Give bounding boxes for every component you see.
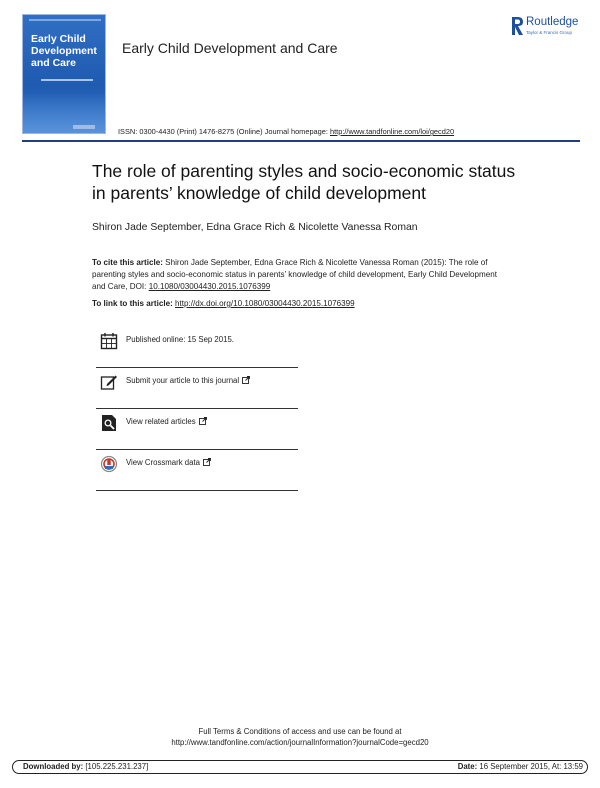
external-link-icon xyxy=(199,417,207,425)
crossmark-label xyxy=(126,458,211,467)
crossmark-text[interactable]: View Crossmark data xyxy=(126,458,200,467)
cover-title: Early Child Development and Care xyxy=(31,33,97,69)
issn-line xyxy=(118,127,454,136)
published-online-label: Published online: 15 Sep 2015. xyxy=(126,335,234,344)
terms-notice xyxy=(0,726,600,748)
related-articles-text[interactable]: View related articles xyxy=(126,417,196,426)
external-link-icon xyxy=(242,376,250,384)
submit-article-text[interactable]: Submit your article to this journal xyxy=(126,376,240,385)
download-date xyxy=(458,762,583,771)
edit-icon xyxy=(100,373,118,391)
publisher-name: Routledge xyxy=(526,16,579,28)
calendar-icon xyxy=(100,332,118,350)
issn-text: ISSN: 0300-4430 (Print) 1476-8275 (Online) Journal homepage: xyxy=(118,127,330,136)
terms-url-link[interactable]: http://www.tandfonline.com/action/journalInformation?journalCode=gecd20 xyxy=(171,738,429,747)
published-online-item xyxy=(96,328,298,368)
download-date-value: 16 September 2015, At: 13:59 xyxy=(477,762,583,771)
cover-header-rule xyxy=(29,19,101,21)
article-doi-url-link[interactable]: http://dx.doi.org/10.1080/03004430.2015.1076399 xyxy=(175,299,355,308)
terms-line-1: Full Terms & Conditions of access and use can be found at xyxy=(198,727,402,736)
article-authors: Shiron Jade September, Edna Grace Rich & Nicolette Vanessa Roman xyxy=(92,222,418,233)
cover-subtitle-rule xyxy=(41,79,93,81)
journal-homepage-link[interactable]: http://www.tandfonline.com/loi/gecd20 xyxy=(330,127,455,136)
crossmark-icon xyxy=(100,455,118,473)
item-divider xyxy=(96,408,298,409)
journal-cover-image xyxy=(22,14,106,134)
crossmark-item[interactable] xyxy=(96,451,298,491)
publisher-logo xyxy=(510,16,590,40)
citation-block xyxy=(92,257,512,293)
cover-publisher-mark xyxy=(73,125,95,129)
downloaded-by-label: Downloaded by: xyxy=(23,762,84,771)
search-document-icon xyxy=(100,414,118,432)
submit-article-item[interactable] xyxy=(96,369,298,409)
item-divider xyxy=(96,449,298,450)
doi-link[interactable]: 10.1080/03004430.2015.1076399 xyxy=(148,282,271,291)
routledge-r-icon xyxy=(510,16,524,36)
article-title: The role of parenting styles and socio-economic status in parents’ knowledge of child development xyxy=(92,161,516,203)
citation-text: Shiron Jade September, Edna Grace Rich & Nicolette Vanessa Roman (2015): The role of parenting styles and socio-economic status in parents’ knowledge of child development, Early Child Development and Care, DOI: xyxy=(92,258,498,291)
download-info-bar xyxy=(12,760,588,774)
header-divider xyxy=(22,140,580,142)
journal-name: Early Child Development and Care xyxy=(122,40,338,56)
download-date-label: Date: xyxy=(457,762,478,771)
related-articles-label xyxy=(126,417,207,426)
item-divider xyxy=(96,490,298,491)
submit-article-label xyxy=(126,376,250,385)
article-link-line xyxy=(92,299,355,308)
publisher-tagline: Taylor & Francis Group xyxy=(526,30,573,35)
link-label: To link to this article: xyxy=(92,299,176,308)
related-articles-item[interactable] xyxy=(96,410,298,450)
downloaded-by-value: [105.225.231.237] xyxy=(83,762,149,771)
external-link-icon xyxy=(203,458,211,466)
item-divider xyxy=(96,367,298,368)
citation-label: To cite this article: xyxy=(92,258,163,267)
downloaded-by xyxy=(23,762,148,771)
